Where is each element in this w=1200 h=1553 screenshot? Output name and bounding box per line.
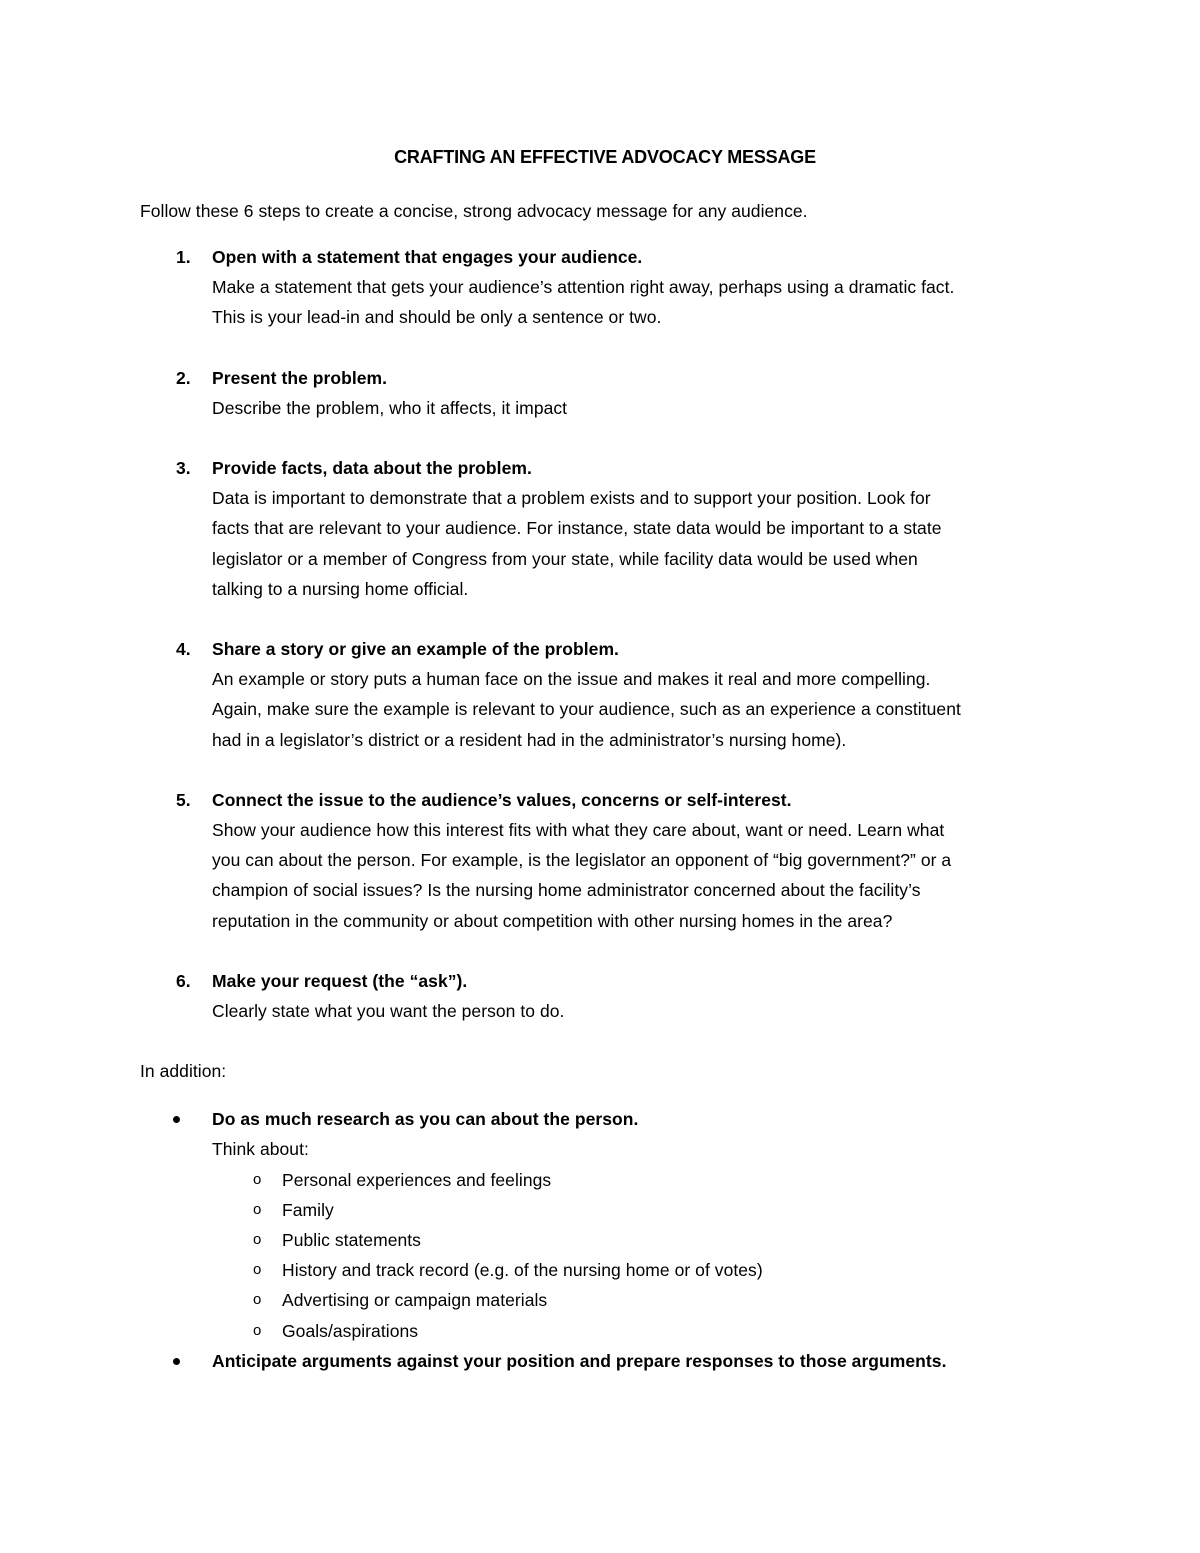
sub-bullet-item: [212, 1316, 1070, 1346]
step-description-line: facts that are relevant to your audience. For instance, state data would be important to a state: [212, 518, 942, 539]
step-description-line: legislator or a member of Congress from your state, while facility data would be used when: [212, 548, 918, 569]
bullet-item: [140, 1346, 1070, 1376]
step-heading: Open with a statement that engages your audience.: [212, 247, 643, 267]
sub-bullet-text: Public statements: [282, 1230, 421, 1251]
step-description-line: champion of social issues? Is the nursing home administrator concerned about the facility’s: [212, 880, 921, 901]
sub-bullet-text: Goals/aspirations: [282, 1320, 419, 1341]
sub-bullet-text: Family: [282, 1199, 334, 1220]
bullet-list: [140, 1104, 1070, 1376]
step-description-line: This is your lead-in and should be only a sentence or two.: [212, 307, 662, 328]
step-item: [140, 634, 1070, 755]
step-number: 1.: [176, 247, 191, 267]
document-body: [140, 144, 1070, 1376]
step-heading: Provide facts, data about the problem.: [212, 458, 532, 479]
step-number: 5.: [176, 789, 191, 810]
step-item: [140, 966, 1070, 1026]
step-description-line: you can about the person. For example, is the legislator an opponent of “big government?” or a: [212, 850, 952, 871]
step-heading: Present the problem.: [212, 367, 388, 388]
page-title: CRAFTING AN EFFECTIVE ADVOCACY MESSAGE: [394, 147, 816, 167]
steps-list: [140, 242, 1070, 1026]
step-heading: Share a story or give an example of the problem.: [212, 639, 619, 660]
circle-bullet-icon: o: [253, 1200, 262, 1218]
step-description-line: Data is important to demonstrate that a problem exists and to support your position. Look for: [212, 488, 931, 509]
intro-text: Follow these 6 steps to create a concise, strong advocacy message for any audience.: [140, 201, 808, 221]
sub-bullet-item: [212, 1285, 1070, 1315]
circle-bullet-icon: o: [253, 1291, 262, 1309]
step-heading: Make your request (the “ask”).: [212, 970, 468, 991]
step-description-line: had in a legislator’s district or a resident had in the administrator’s nursing home).: [212, 729, 847, 750]
step-description-line: An example or story puts a human face on the issue and makes it real and more compelling.: [212, 669, 931, 690]
sub-bullet-text: History and track record (e.g. of the nursing home or of votes): [282, 1260, 763, 1281]
step-description-line: talking to a nursing home official.: [212, 578, 469, 599]
circle-bullet-icon: o: [253, 1231, 262, 1249]
step-item: [140, 242, 1070, 333]
sub-bullet-item: [212, 1255, 1070, 1285]
step-item: [140, 785, 1070, 936]
step-item: [140, 453, 1070, 604]
step-description-line: Clearly state what you want the person to do.: [212, 1001, 565, 1022]
bullet-heading: Anticipate arguments against your position and prepare responses to those arguments.: [212, 1350, 947, 1371]
bullet-dot-icon: [173, 1116, 180, 1123]
sub-bullet-item: [212, 1225, 1070, 1255]
sub-bullet-text: Personal experiences and feelings: [282, 1169, 552, 1190]
step-number: 3.: [176, 458, 191, 479]
step-description-line: Make a statement that gets your audience’s attention right away, perhaps using a dramatic fact.: [212, 277, 955, 298]
step-description-line: Again, make sure the example is relevant to your audience, such as an experience a constituent: [212, 699, 961, 720]
in-addition-label: In addition:: [140, 1061, 227, 1082]
step-heading: Connect the issue to the audience’s values, concerns or self-interest.: [212, 789, 792, 810]
circle-bullet-icon: o: [253, 1170, 262, 1188]
circle-bullet-icon: o: [253, 1261, 262, 1279]
step-number: 2.: [176, 367, 191, 388]
step-description-line: Describe the problem, who it affects, it impact: [212, 397, 568, 418]
sub-bullet-item: [212, 1195, 1070, 1225]
step-number: 4.: [176, 639, 191, 660]
step-description-line: reputation in the community or about competition with other nursing homes in the area?: [212, 910, 893, 931]
sub-bullet-item: [212, 1165, 1070, 1195]
step-number: 6.: [176, 970, 191, 991]
circle-bullet-icon: o: [253, 1321, 262, 1339]
bullet-item: [140, 1104, 1070, 1346]
sub-bullet-text: Advertising or campaign materials: [282, 1290, 548, 1311]
bullet-heading: Do as much research as you can about the person.: [212, 1109, 639, 1130]
sub-bullet-list: [212, 1165, 1070, 1346]
step-item: [140, 363, 1070, 423]
bullet-dot-icon: [173, 1358, 180, 1365]
bullet-lead-text: Think about:: [212, 1139, 309, 1160]
step-description-line: Show your audience how this interest fits with what they care about, want or need. Learn what: [212, 820, 945, 841]
